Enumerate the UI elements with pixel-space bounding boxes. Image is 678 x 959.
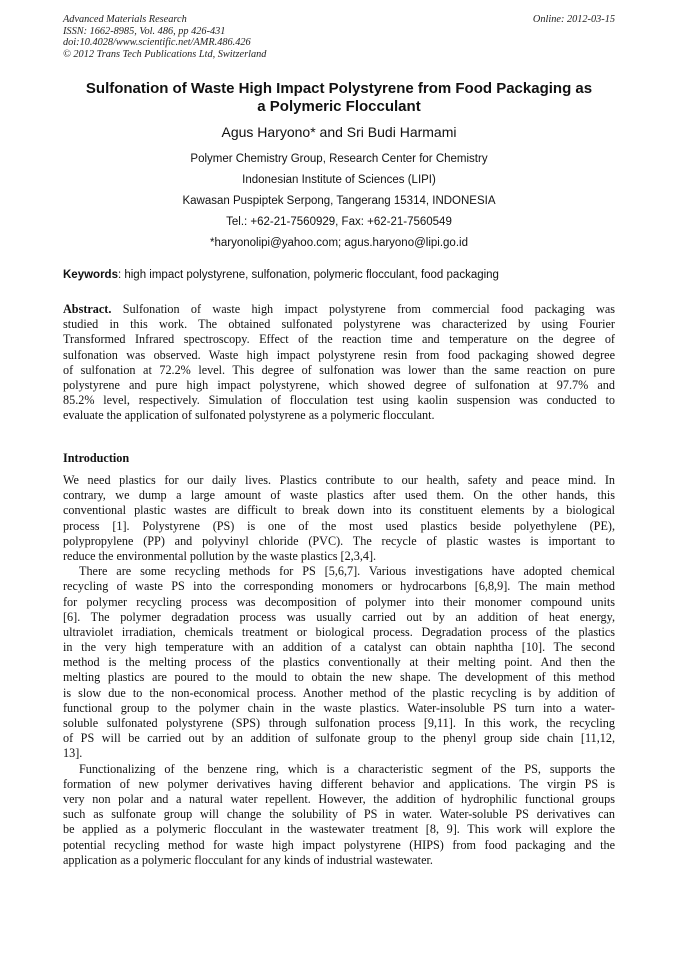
paragraph-line: melting plastics are poured to the mould to obtain the new shape. The development of this method [63,670,615,685]
paragraph-line: We need plastics for our daily lives. Plastics contribute to our health, safety and peace mind. In [63,473,615,487]
abstract-line: studied in this work. The obtained sulfonated polystyrene was characterized by using Fourier [63,317,615,332]
title-line: Sulfonation of Waste High Impact Polystyrene from Food Packaging as [85,80,593,97]
affiliation-group: Polymer Chemistry Group, Research Center for Chemistry [190,153,488,165]
journal-issn: ISSN: 1662-8985, Vol. 486, pp 426-431 [63,25,226,37]
paragraph-line: recycling of waste PS into the corresponding monomers or hydrocarbons [6,8,9]. The main method [63,579,615,594]
paragraph-line: There are some recycling methods for PS [5,6,7]. Various investigations have adopted chemical [79,564,615,579]
affiliation-institute: Indonesian Institute of Sciences (LIPI) [242,174,436,187]
paragraph-line: polypropylene (PP) and polyvinyl chloride (PVC). The recycle of plastic wastes is important to [63,533,615,548]
paragraph-line: for polymer recycling process was decomposition of polymer into their monomer compound units [63,594,615,609]
abstract-label: Abstract. [63,302,112,316]
paragraph-line: application as a polymeric flocculant for any kinds of industrial wastewater. [63,852,433,867]
journal-info [63,14,266,60]
abstract-line: evaluate the application of sulfonated polystyrene as a polymeric flocculant. [63,408,435,423]
abstract-line: Transformed Infrared spectroscopy. Effect of the reaction time and temperature on the degree of [63,332,615,347]
paragraph-line: soluble sulfonated polystyrene (SPS) through sulfonation process [9,11]. In this work, the recycling [63,716,615,730]
abstract [63,302,615,424]
journal-name: Advanced Materials Research [63,14,187,25]
title-line: a Polymeric Flocculant [257,98,421,115]
abstract-line: polystyrene and pure high impact polystyrene, which showed degree of sulfonation at 97.7% and [63,377,615,392]
abstract-line: 85.2% level, respectively. Simulation of flocculation test using kaolin suspension was conducted to [63,393,615,408]
paragraph-line: is slow due to the non-economical process. Another method of the plastic recycling is by addition of [63,685,615,700]
authors: Agus Haryono* and Sri Budi Harmami [221,124,457,140]
paragraph-line: potential recycling method for waste high impact polystyrene (HIPS) from food packaging and the [63,837,615,852]
abstract-line: sulfonation was observed. Waste high impact polystyrene resin from food packaging showed degree [63,347,615,362]
keywords-text: : high impact polystyrene, sulfonation, polymeric flocculant, food packaging [117,269,499,281]
paragraph-line: formation of new polymer derivatives having different behavior and applications. The virgin PS is [63,776,615,791]
paragraph-line: be applied as a polymeric flocculant in the wastewater treatment [8, 9]. This work will explore the [63,822,615,837]
affiliation-phone: Tel.: +62-21-7560929, Fax: +62-21-7560549 [226,216,452,229]
paragraph-line: reduce the environmental pollution by the waste plastics [2,3,4]. [63,548,377,563]
paper-title [63,80,615,116]
paragraph-line: contrary, we dump a large amount of waste plastics after used them. On the other hands, this [63,488,615,503]
paragraph-line: [6]. The polymer degradation process was usually carried out by an addition of heat energy, [63,609,615,624]
keywords [63,267,615,283]
paragraph-line: Functionalizing of the benzene ring, which is a characteristic segment of the PS, supports the [79,761,615,776]
paragraph-line: very non polar and a natural water repellent. However, the addition of hydrophilic functional groups [63,791,615,806]
online-date: Online: 2012-03-15 [532,14,615,25]
paragraph-line: functional group to the polymer chain in the waste plastics. Water-insoluble PS turn into a water- [63,700,615,715]
affiliation-address: Kawasan Puspiptek Serpong, Tangerang 15314, INDONESIA [182,195,496,208]
paragraph-line: conventional plastic wastes are difficult to break down into its constituent elements by a biological [63,503,615,518]
introduction-body [63,473,615,868]
journal-doi: doi:10.4028/www.scientific.net/AMR.486.426 [63,37,251,49]
journal-copyright: © 2012 Trans Tech Publications Ltd, Switzerland [63,48,267,60]
paragraph-line: in the very high temperature with an addition of a catalyst can obtain naphtha [10]. The second [63,640,615,655]
paragraph-line: of PS will be carried out by an addition of sulfonate group to the phenyl group side chain [11,12, [63,731,615,746]
keywords-label: Keywords [63,269,118,281]
paragraph-line: ultraviolet irradiation, chemicals treatment or biological process. Degradation process of the plastics [63,624,615,639]
paragraph-line: such as sulfonate group will change the solubility of PS in water. Water-soluble PS derivatives can [63,807,615,822]
affiliation-email: *haryonolipi@yahoo.com; agus.haryono@lipi.go.id [210,237,468,250]
affiliation [63,149,615,254]
section-heading-introduction: Introduction [63,451,130,465]
abstract-line: of sulfonation at 72.2% level. This degree of sulfonation was lower than the same reaction on pure [63,362,615,377]
abstract-line: Abstract. Sulfonation of waste high impact polystyrene from commercial food packaging was [63,302,615,316]
paragraph-line: method is the melting process of the plastics conventionally at their melting point. And then the [63,655,615,670]
paragraph-line: process [1]. Polystyrene (PS) is one of the most used plastics beside polyethylene (PE), [63,518,615,533]
paragraph-line: 13]. [63,746,83,761]
